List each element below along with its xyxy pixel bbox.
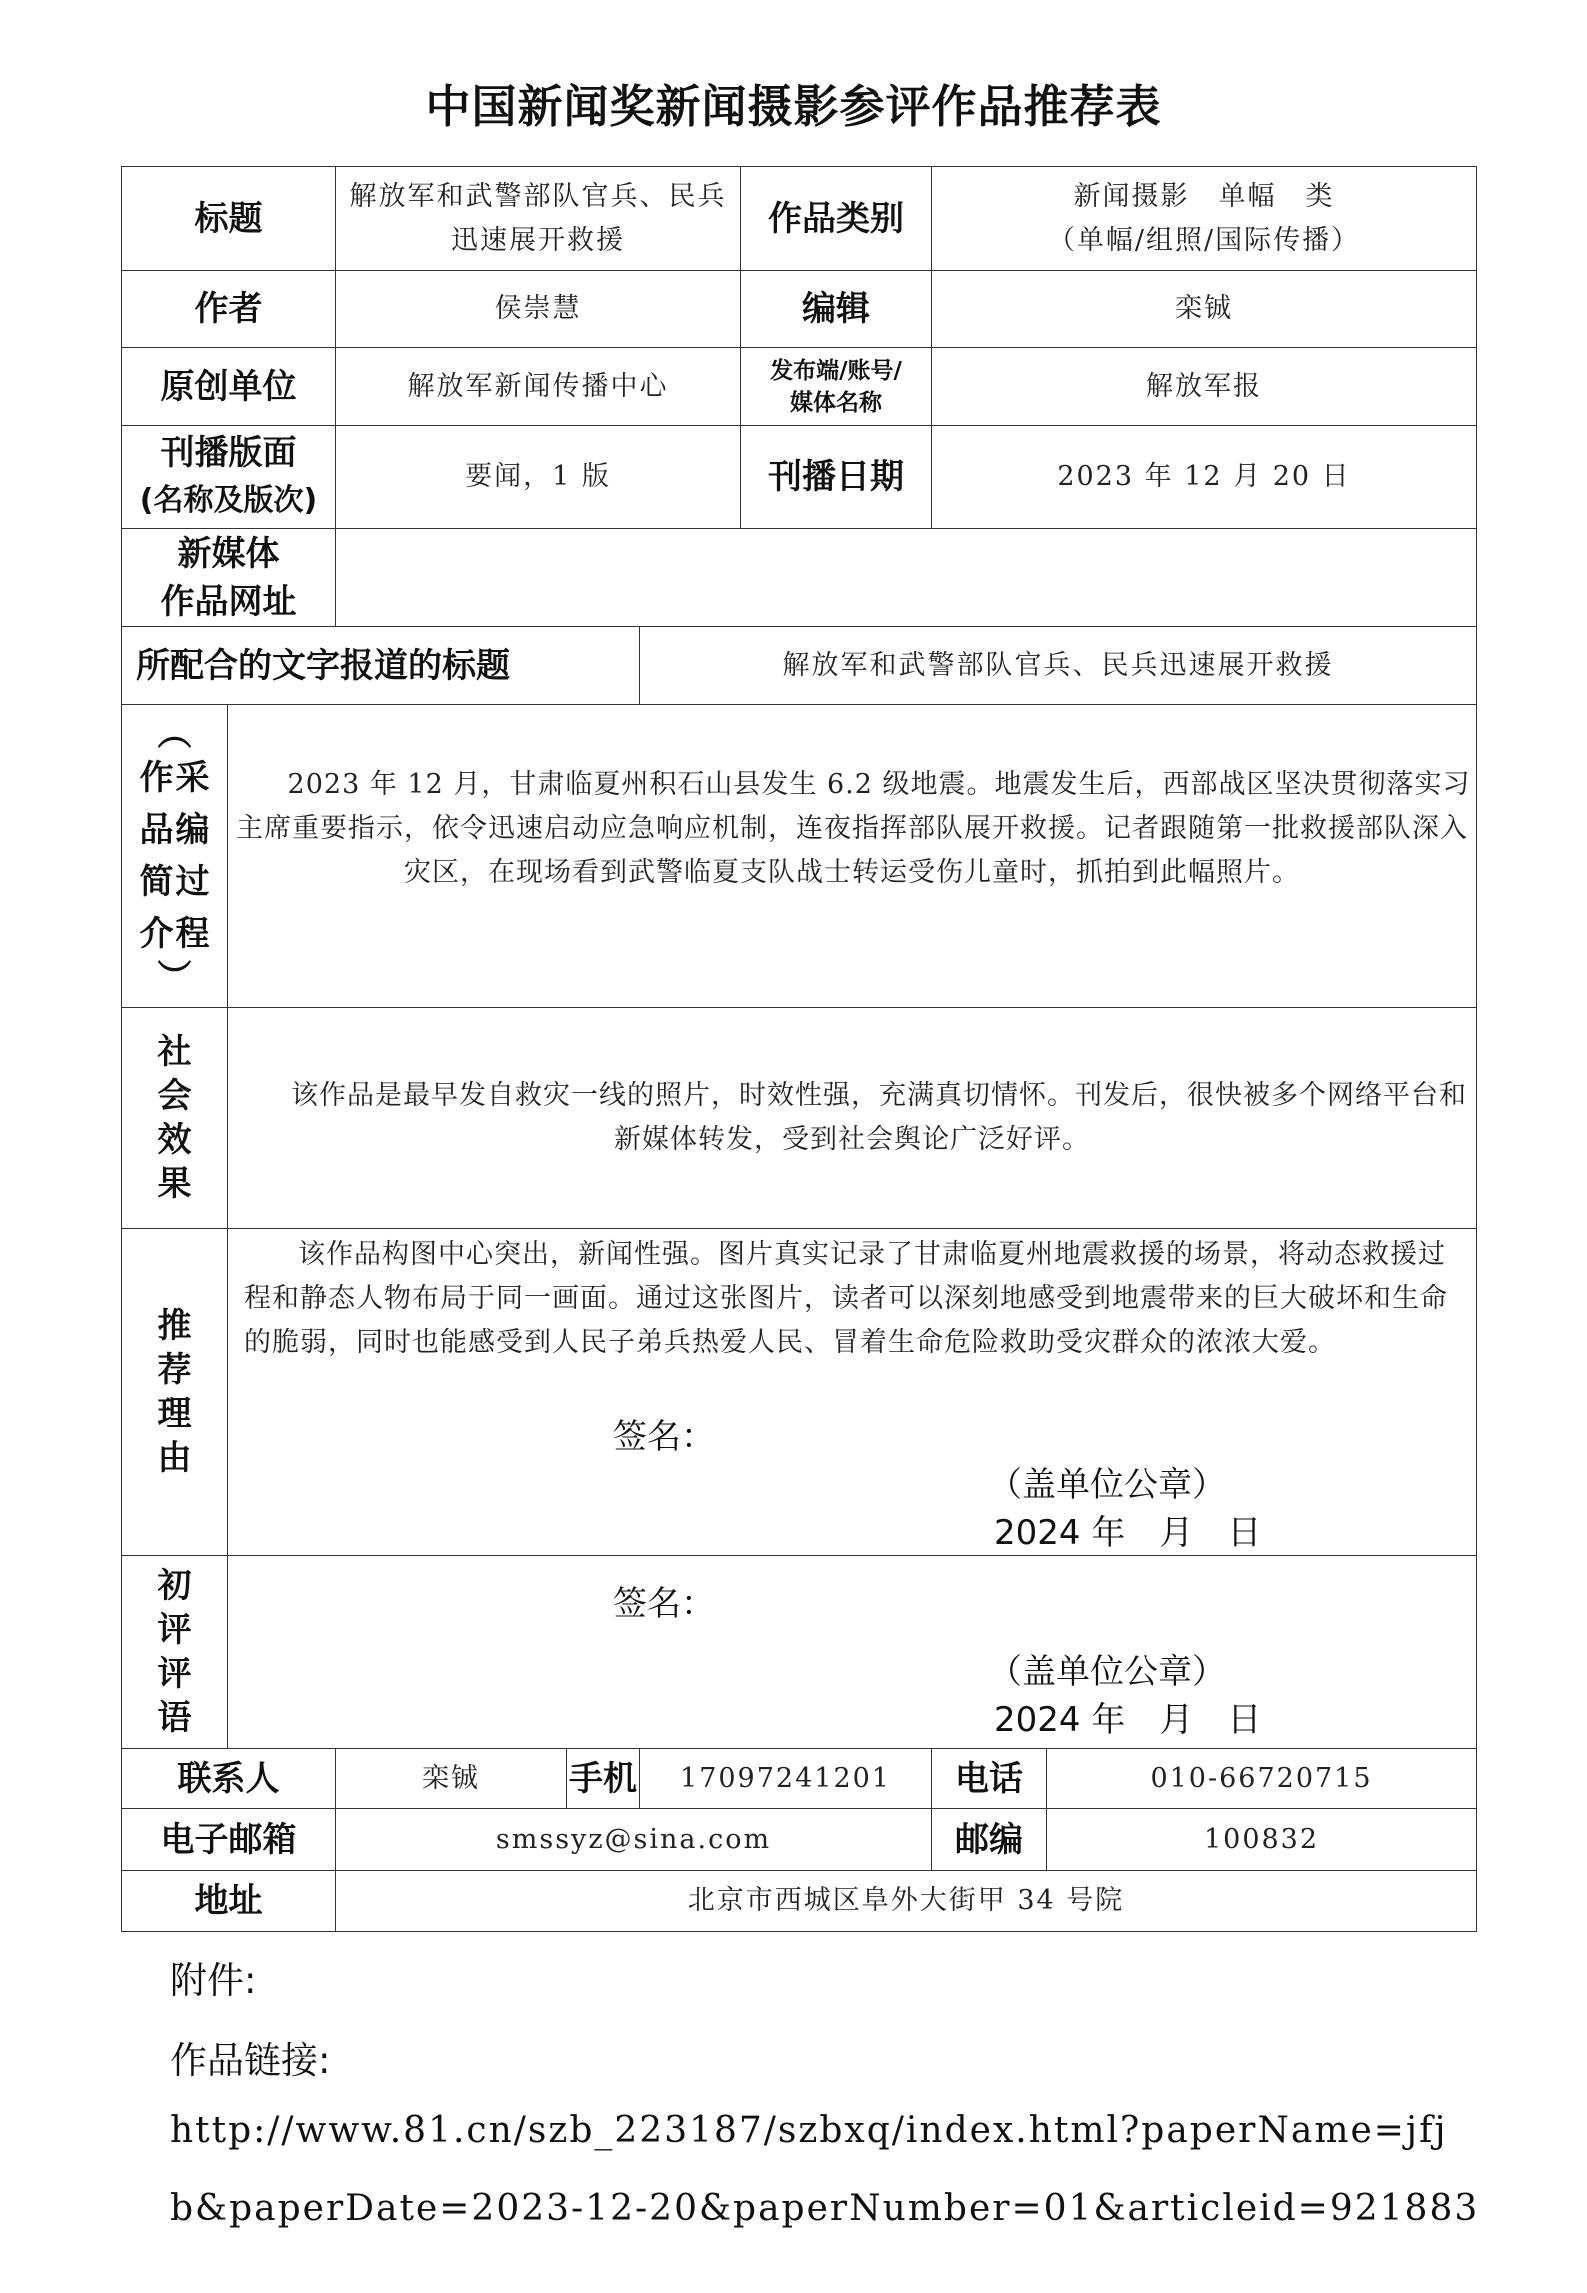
initial-char: 初 xyxy=(157,1566,192,1606)
newmedia-value xyxy=(336,529,1477,627)
row-newmedia xyxy=(122,529,1477,627)
mobile-value: 17097241201 xyxy=(640,1749,932,1809)
contact-value: 栾铖 xyxy=(336,1749,567,1809)
title-value xyxy=(336,167,741,271)
row-unit xyxy=(122,348,1477,426)
editor-value: 栾铖 xyxy=(932,271,1477,348)
process-char: 采 xyxy=(175,758,210,798)
row-effect xyxy=(122,1008,1477,1229)
author-value: 侯崇慧 xyxy=(336,271,741,348)
process-char: 编 xyxy=(175,810,210,850)
effect-char: 效 xyxy=(157,1120,192,1160)
row-contact xyxy=(122,1749,1477,1809)
category-value-line1: 新闻摄影 单幅 类 xyxy=(1073,180,1335,212)
reason-char: 理 xyxy=(157,1394,192,1434)
layout-label xyxy=(122,426,336,529)
layout-label-line1: 刊播版面 xyxy=(160,433,297,473)
process-char: 简 xyxy=(139,862,174,902)
category-label: 作品类别 xyxy=(741,167,932,271)
effect-char: 会 xyxy=(157,1076,192,1116)
process-char: 程 xyxy=(175,914,210,954)
process-label-col1 xyxy=(140,752,174,960)
row-article-title xyxy=(122,627,1477,705)
postcode-label: 邮编 xyxy=(932,1809,1047,1871)
contact-label: 联系人 xyxy=(122,1749,336,1809)
process-char: 品 xyxy=(139,810,174,850)
newmedia-label-line2: 作品网址 xyxy=(160,581,297,622)
effect-text: 该作品是最早发自救灾一线的照片，时效性强，充满真切情怀。刊发后，很快被多个网络平台和新媒体转发，受到社会舆论广泛好评。 xyxy=(228,1008,1477,1229)
reason-char: 由 xyxy=(157,1438,192,1478)
initial-char: 评 xyxy=(157,1610,192,1650)
newmedia-label xyxy=(122,529,336,627)
reason-text: 该作品构图中心突出，新闻性强。图片真实记录了甘肃临夏州地震救援的场景，将动态救援过程和静态人物布局于同一画面。通过这张图片，读者可以深刻地感受到地震带来的巨大破坏和生命的脆弱，同时也能感受到人民子弟兵热爱人民、冒着生命危险救助受灾群众的浓浓大爱。 xyxy=(244,1239,1448,1358)
process-label-col2 xyxy=(176,752,210,960)
row-author xyxy=(122,271,1477,348)
phone-value: 010-66720715 xyxy=(1047,1749,1477,1809)
process-char: 作 xyxy=(139,758,174,798)
author-label: 作者 xyxy=(122,271,336,348)
date-label: 刊播日期 xyxy=(741,426,932,529)
address-label: 地址 xyxy=(122,1871,336,1932)
work-link-line1[interactable]: http://www.81.cn/szb_223187/szbxq/index.html?paperName=jfj xyxy=(170,2110,1448,2151)
layout-value: 要闻，1 版 xyxy=(336,426,741,529)
layout-label-line2: (名称及版次) xyxy=(139,483,318,518)
process-label xyxy=(122,705,228,1008)
process-label-close: ︶ xyxy=(157,958,192,998)
process-label-open: ︵ xyxy=(157,714,192,754)
mobile-label: 手机 xyxy=(567,1749,640,1809)
postcode-value: 100832 xyxy=(1047,1809,1477,1871)
unit-label: 原创单位 xyxy=(122,348,336,426)
publisher-value: 解放军报 xyxy=(932,348,1477,426)
date-value: 2023 年 12 月 20 日 xyxy=(932,426,1477,529)
phone-label: 电话 xyxy=(932,1749,1047,1809)
process-char: 过 xyxy=(175,862,210,902)
publisher-label-line2: 媒体名称 xyxy=(790,389,882,416)
row-address xyxy=(122,1871,1477,1932)
reason-sign-label: 签名： xyxy=(613,1417,715,1457)
effect-label xyxy=(122,1008,228,1229)
editor-label: 编辑 xyxy=(741,271,932,348)
initial-char: 语 xyxy=(157,1698,192,1738)
article-title-label: 所配合的文字报道的标题 xyxy=(122,627,640,705)
title-value-line2: 迅速展开救援 xyxy=(451,224,625,256)
work-link-line2[interactable]: b&paperDate=2023-12-20&paperNumber=01&articleid=921883 xyxy=(170,2188,1480,2229)
row-layout xyxy=(122,426,1477,529)
newmedia-label-line1: 新媒体 xyxy=(177,533,280,574)
process-label-columns xyxy=(122,752,227,960)
recommendation-form xyxy=(121,166,1477,1932)
publisher-label-line1: 发布端/账号/ xyxy=(770,357,902,384)
initial-cell xyxy=(228,1556,1477,1749)
initial-char: 评 xyxy=(157,1654,192,1694)
reason-char: 荐 xyxy=(157,1350,192,1390)
reason-sign-date: 2024 年 月 日 xyxy=(994,1513,1262,1553)
process-char: 介 xyxy=(139,914,174,954)
address-value: 北京市西城区阜外大街甲 34 号院 xyxy=(336,1871,1477,1932)
row-title xyxy=(122,167,1477,271)
reason-cell xyxy=(228,1229,1477,1556)
unit-value: 解放军新闻传播中心 xyxy=(336,348,741,426)
initial-sign-label: 签名： xyxy=(613,1584,715,1624)
effect-char: 果 xyxy=(157,1164,192,1204)
email-value: smssyz@sina.com xyxy=(336,1809,932,1871)
row-initial-review xyxy=(122,1556,1477,1749)
row-process xyxy=(122,705,1477,1008)
effect-char: 社 xyxy=(157,1032,192,1072)
row-email xyxy=(122,1809,1477,1871)
email-label: 电子邮箱 xyxy=(122,1809,336,1871)
initial-label xyxy=(122,1556,228,1749)
reason-char: 推 xyxy=(157,1306,192,1346)
row-reason xyxy=(122,1229,1477,1556)
article-title-value: 解放军和武警部队官兵、民兵迅速展开救援 xyxy=(640,627,1477,705)
process-text: 2023 年 12 月，甘肃临夏州积石山县发生 6.2 级地震。地震发生后，西部战区坚决贯彻落实习主席重要指示，依令迅速启动应急响应机制，连夜指挥部队展开救援。记者跟随第一批救援部队深入灾区，在现场看到武警临夏支队战士转运受伤儿童时，抓拍到此幅照片。 xyxy=(228,705,1477,1008)
category-value-line2: （单幅/组照/国际传播） xyxy=(1047,224,1361,256)
reason-label xyxy=(122,1229,228,1556)
reason-stamp-label: （盖单位公章） xyxy=(988,1465,1226,1505)
initial-stamp-label: （盖单位公章） xyxy=(988,1652,1226,1692)
publisher-label xyxy=(741,348,932,426)
attachment-label: 附件: xyxy=(170,1959,257,2002)
category-value xyxy=(932,167,1477,271)
form-title: 中国新闻奖新闻摄影参评作品推荐表 xyxy=(425,80,1162,133)
initial-sign-date: 2024 年 月 日 xyxy=(994,1700,1262,1740)
title-value-line1: 解放军和武警部队官兵、民兵 xyxy=(349,180,727,212)
title-label: 标题 xyxy=(122,167,336,271)
link-label: 作品链接: xyxy=(170,2039,331,2082)
